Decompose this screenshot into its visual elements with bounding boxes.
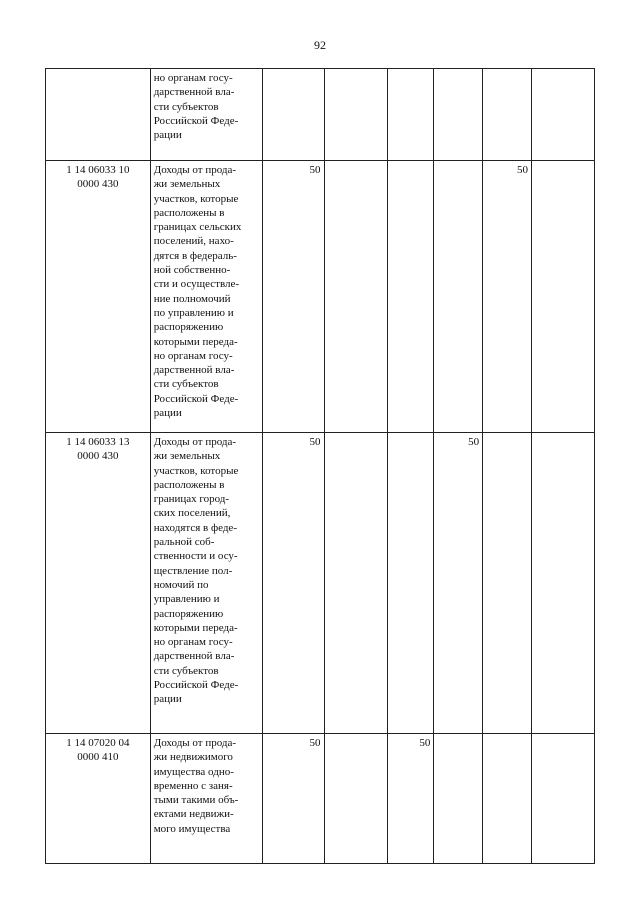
budget-code-line: 1 14 07020 04 — [66, 737, 130, 749]
revenue-name-line: распоряжению — [153, 321, 224, 334]
budget-code-line: 1 14 06033 13 — [66, 436, 130, 448]
revenue-name-line: Доходы от прода- — [153, 164, 237, 176]
budget-code-cell — [46, 161, 151, 433]
revenue-name-line: ной собственно- — [153, 264, 231, 277]
budget-code-cell — [46, 734, 151, 864]
table-row — [46, 69, 595, 161]
percent-cell-3 — [387, 69, 434, 161]
revenue-name-line: сти субъектов — [153, 378, 219, 391]
revenue-name-cell — [150, 734, 262, 864]
revenue-name-line: находятся в феде- — [153, 521, 237, 534]
revenue-name-line: ственности и осу- — [153, 550, 238, 563]
revenue-name-line: но органам госу- — [153, 636, 233, 649]
budget-code-line: 0000 410 — [77, 751, 119, 764]
revenue-name-line: границах сельских — [153, 221, 242, 234]
percent-cell-4 — [434, 69, 483, 161]
percent-cell-6 — [531, 433, 594, 734]
revenue-name-line: поселений, нахо- — [153, 235, 234, 248]
page-number: 92 — [314, 38, 326, 52]
budget-code-line: 1 14 06033 10 — [66, 164, 130, 176]
revenue-name-line: мого имущества — [153, 822, 231, 835]
revenue-name-line: распоряжению — [153, 607, 224, 620]
revenue-name-line: тыми такими объ- — [153, 794, 239, 807]
revenue-name-line: жи земельных — [153, 178, 221, 191]
revenue-name-line: ние полномочий — [153, 292, 231, 305]
revenue-name-cell — [150, 433, 262, 734]
revenue-name-line: дятся в федераль- — [153, 249, 237, 262]
percent-cell-4 — [434, 734, 483, 864]
revenue-name-cell — [150, 69, 262, 161]
table-row — [46, 734, 595, 864]
revenue-name-line: ских поселений, — [153, 507, 231, 520]
percent-cell-3 — [387, 433, 434, 734]
revenue-name-line: дарственной вла- — [153, 650, 235, 663]
percent-cell-4: 50 — [434, 433, 483, 734]
revenue-name-line: дарственной вла- — [153, 86, 235, 99]
revenue-name-line: границах город- — [153, 493, 230, 506]
revenue-name-line: которыми переда- — [153, 621, 238, 634]
percent-cell-2 — [324, 734, 387, 864]
revenue-name-line: дарственной вла- — [153, 364, 235, 377]
percent-cell-1: 50 — [262, 734, 324, 864]
revenue-name-line: но органам госу- — [153, 349, 233, 362]
percent-cell-5 — [483, 734, 532, 864]
revenue-name-line: участков, которые — [153, 192, 239, 205]
percent-cell-2 — [324, 161, 387, 433]
revenue-name-line: ществление пол- — [153, 564, 233, 577]
table-row — [46, 433, 595, 734]
percent-cell-6 — [531, 161, 594, 433]
revenue-name-line: расположены в — [153, 206, 225, 219]
percent-cell-5 — [483, 433, 532, 734]
revenue-name-line: жи земельных — [153, 450, 221, 463]
revenue-name-line: по управлению и — [153, 306, 234, 319]
table-body — [46, 69, 595, 864]
revenue-name-line: временно с заня- — [153, 779, 233, 792]
revenue-name-line: участков, которые — [153, 464, 239, 477]
budget-code-line: 0000 430 — [77, 178, 119, 191]
percent-cell-2 — [324, 433, 387, 734]
revenue-name-line: рации — [153, 693, 182, 706]
revenue-name-line: жи недвижимого — [153, 751, 233, 764]
percent-cell-5: 50 — [483, 161, 532, 433]
percent-cell-6 — [531, 69, 594, 161]
budget-code-cell — [46, 433, 151, 734]
revenue-name-line: номочий по — [153, 578, 209, 591]
revenue-name-cell — [150, 161, 262, 433]
percent-cell-1: 50 — [262, 433, 324, 734]
revenue-name-line: Российской Феде- — [153, 679, 239, 692]
budget-code-line: 0000 430 — [77, 450, 119, 463]
revenue-name-line: ральной соб- — [153, 536, 215, 549]
revenue-name-line: ектами недвижи- — [153, 808, 234, 821]
revenue-name-line: рации — [153, 129, 182, 142]
revenue-name-line: Российской Феде- — [153, 114, 239, 127]
budget-code-cell — [46, 69, 151, 161]
revenue-name-line: рации — [153, 407, 182, 420]
table-row — [46, 161, 595, 433]
percent-cell-2 — [324, 69, 387, 161]
percent-cell-6 — [531, 734, 594, 864]
revenue-name-line: сти субъектов — [153, 100, 219, 113]
revenue-name-line: расположены в — [153, 478, 225, 491]
percent-cell-4 — [434, 161, 483, 433]
revenue-name-line: сти и осуществле- — [153, 278, 240, 291]
revenue-name-line: но органам госу- — [153, 72, 233, 84]
revenue-name-line: Российской Феде- — [153, 392, 239, 405]
percent-cell-1 — [262, 69, 324, 161]
percent-cell-5 — [483, 69, 532, 161]
revenue-table — [45, 68, 595, 864]
revenue-name-line: сти субъектов — [153, 664, 219, 677]
percent-cell-3: 50 — [387, 734, 434, 864]
revenue-name-line: которыми переда- — [153, 335, 238, 348]
revenue-name-line: имущества одно- — [153, 765, 234, 778]
revenue-name-line: управлению и — [153, 593, 220, 606]
percent-cell-3 — [387, 161, 434, 433]
revenue-name-line: Доходы от прода- — [153, 436, 237, 448]
revenue-name-line: Доходы от прода- — [153, 737, 237, 749]
percent-cell-1: 50 — [262, 161, 324, 433]
